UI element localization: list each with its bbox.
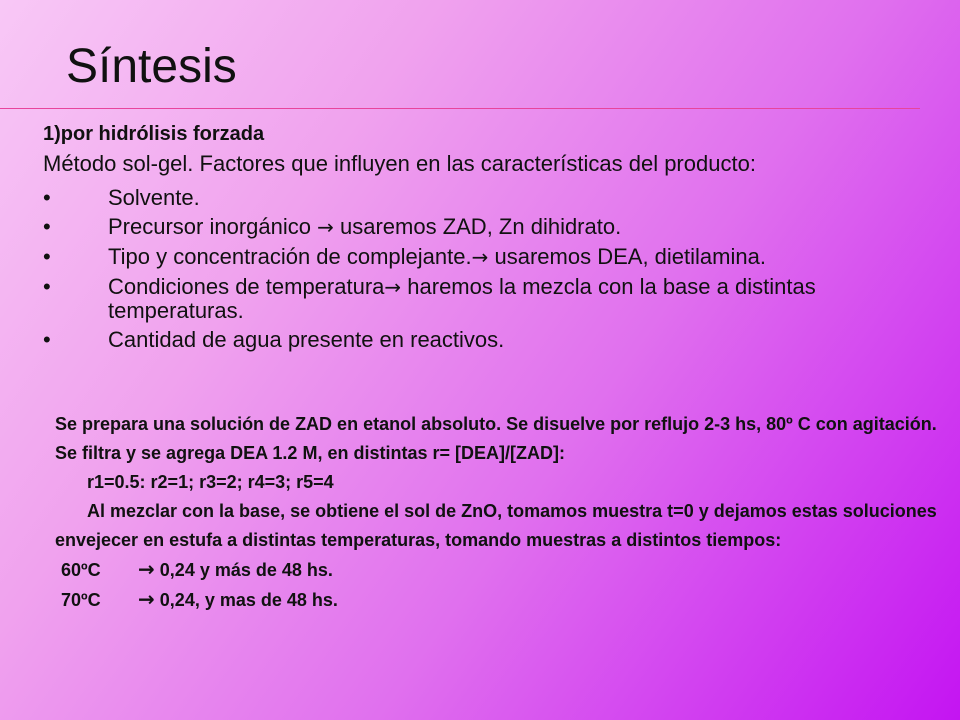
list-item-text-after: usaremos ZAD, Zn dihidrato. (333, 214, 622, 239)
list-item-text (108, 275, 878, 322)
procedure-paragraph-text: Al mezclar con la base, se obtiene el sol de ZnO, tomamos muestra t=0 y dejamos estas soluciones envejecer en estufa a distintas temperaturas, tomando muestras a distintos tiempos: (55, 501, 937, 550)
temperature-detail: 0,24 y más de 48 hs. (159, 560, 333, 580)
content-area (43, 120, 923, 357)
list-item-text: Solvente. (108, 185, 200, 210)
list-item-text: Cantidad de agua presente en reactivos. (108, 327, 505, 352)
temperature-label: 70ºC (61, 590, 101, 610)
list-item (43, 186, 923, 209)
arrow-right-icon: → (138, 557, 155, 581)
arrow-right-icon: → (471, 245, 489, 269)
list-item-text-before: Condiciones de temperatura (108, 274, 385, 299)
list-item-text (108, 214, 621, 239)
ratios-line: r1=0.5: r2=1; r3=2; r4=3; r5=4 (87, 472, 334, 492)
procedure-paragraph (55, 497, 945, 555)
slide-title: Síntesis (66, 40, 237, 93)
arrow-right-icon: → (384, 275, 402, 299)
bullet-icon: • (43, 214, 51, 239)
bullet-icon: • (43, 244, 51, 269)
arrow-right-icon: → (138, 587, 155, 611)
list-item-text (108, 245, 878, 269)
factor-list (43, 186, 923, 351)
list-item (43, 245, 923, 269)
temperature-row (55, 585, 945, 615)
temperature-row (55, 555, 945, 585)
list-item-text-before: Tipo y concentración de complejante. (108, 244, 472, 269)
bullet-icon: • (43, 327, 51, 352)
section-heading: 1)por hidrólisis forzada (43, 123, 265, 145)
list-item (43, 215, 923, 239)
bullet-icon: • (43, 274, 51, 299)
intro-text: Método sol-gel. Factores que influyen en las características del producto: (43, 151, 756, 176)
title-divider (0, 108, 920, 109)
procedure-text (55, 410, 945, 615)
list-item (43, 328, 923, 351)
temperature-detail: 0,24, y mas de 48 hs. (159, 590, 338, 610)
bullet-icon: • (43, 185, 51, 210)
arrow-right-icon: → (317, 215, 334, 239)
list-item (43, 275, 923, 322)
list-item-text-after: haremos la mezcla con la base a distintas temperaturas. (108, 274, 816, 323)
list-item-text-after: usaremos DEA, dietilamina. (488, 244, 766, 269)
temperature-label: 60ºC (61, 560, 101, 580)
list-item-text-before: Precursor inorgánico (108, 214, 318, 239)
procedure-paragraph: Se prepara una solución de ZAD en etanol absoluto. Se disuelve por reflujo 2-3 hs, 80º C con agitación. Se filtra y se agrega DEA 1.2 M, en distintas r= [DEA]/[ZAD]: (55, 414, 937, 463)
